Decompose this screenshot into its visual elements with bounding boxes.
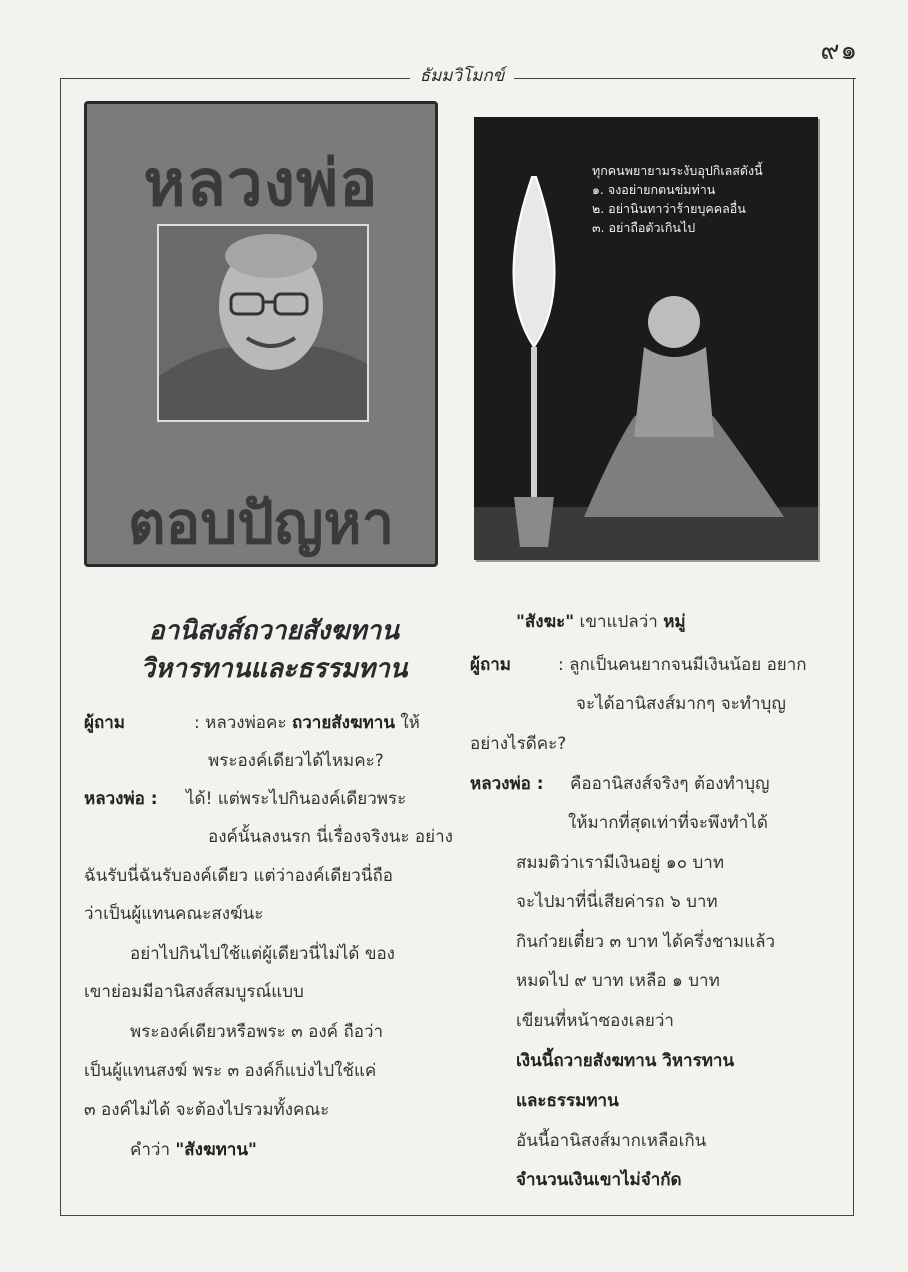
cover-title-bottom: ตอบปัญหา bbox=[127, 489, 395, 557]
answer-line: เขียนที่หน้าซองเลยว่า bbox=[516, 1011, 674, 1031]
paragraph-text: เขาแปลว่า bbox=[574, 612, 664, 632]
paragraph-line: ๓ องค์ไม่ได้ จะต้องไปรวมทั้งคณะ bbox=[84, 1100, 330, 1120]
answerer-label: หลวงพ่อ : bbox=[470, 774, 544, 794]
paragraph-line bbox=[130, 1136, 257, 1163]
answer-emphasis-line: จำนวนเงินเขาไม่จำกัด bbox=[516, 1170, 682, 1190]
question-emphasis: ถวายสังฆทาน bbox=[291, 713, 395, 733]
question-line: พระองค์เดียวได้ไหมคะ? bbox=[208, 751, 384, 771]
caption-line: ๓. อย่าถือตัวเกินไป bbox=[592, 220, 696, 235]
question-line bbox=[194, 709, 420, 736]
question-text: ให้ bbox=[394, 713, 420, 733]
photo-caption bbox=[592, 161, 763, 237]
answerer-label: หลวงพ่อ : bbox=[84, 789, 158, 809]
question-line: จะได้อานิสงส์มากๆ จะทำบุญ bbox=[576, 694, 786, 714]
meditating-monk-photo bbox=[474, 117, 818, 560]
monk-portrait-photo bbox=[157, 224, 369, 422]
cover-title-top: หลวงพ่อ bbox=[143, 147, 379, 221]
caption-line: ทุกคนพยายามระงับอุปกิเลสดังนี้ bbox=[592, 163, 763, 178]
paragraph-line: อย่าไปกินไปใช้แต่ผู้เดียวนี่ไม่ได้ ของ bbox=[130, 944, 395, 964]
paragraph-emphasis: "สังฆทาน" bbox=[175, 1140, 257, 1160]
paragraph-emphasis: หมู่ bbox=[663, 612, 686, 632]
running-header-text: ธัมมวิโมกข์ bbox=[410, 66, 515, 86]
paragraph-line: พระองค์เดียวหรือพระ ๓ องค์ ถือว่า bbox=[130, 1022, 384, 1042]
answer-line: สมมติว่าเรามีเงินอยู่ ๑๐ บาท bbox=[516, 853, 725, 873]
question-text: : หลวงพ่อคะ bbox=[194, 713, 292, 733]
questioner-label: ผู้ถาม bbox=[84, 713, 126, 733]
questioner-label: ผู้ถาม bbox=[470, 655, 512, 675]
answer-line: จะไปมาที่นี่เสียค่ารถ ๖ บาท bbox=[516, 892, 718, 912]
book-cover bbox=[84, 101, 438, 567]
answer-line: ได้! แต่พระไปกินองค์เดียวพระ bbox=[186, 789, 407, 809]
answer-line: หมดไป ๙ บาท เหลือ ๑ บาท bbox=[516, 971, 720, 991]
caption-line: ๑. จงอย่ายกตนข่มท่าน bbox=[592, 182, 716, 197]
question-line: : ลูกเป็นคนยากจนมีเงินน้อย อยาก bbox=[558, 655, 807, 675]
paragraph-line: เขาย่อมมีอานิสงส์สมบูรณ์แบบ bbox=[84, 982, 304, 1002]
answer-emphasis-line: และธรรมทาน bbox=[516, 1091, 619, 1111]
paragraph-line bbox=[516, 608, 686, 635]
caption-line: ๒. อย่านินทาว่าร้ายบุคคลอื่น bbox=[592, 201, 746, 216]
article-title-line2: วิหารทานและธรรมทาน bbox=[140, 654, 408, 684]
answer-line: ว่าเป็นผู้แทนคณะสงฆ์นะ bbox=[84, 904, 264, 924]
answer-line: อันนี้อานิสงส์มากเหลือเกิน bbox=[516, 1131, 707, 1151]
page-number: ๙๑ bbox=[820, 36, 858, 66]
answer-line: ให้มากที่สุดเท่าที่จะพึงทำได้ bbox=[568, 813, 768, 833]
article-title-line1: อานิสงส์ถวายสังฆทาน bbox=[149, 616, 399, 646]
answer-line: กินก๋วยเตี๋ยว ๓ บาท ได้ครึ่งชามแล้ว bbox=[516, 932, 776, 952]
paragraph-text: คำว่า bbox=[130, 1140, 176, 1160]
answer-line: องค์นั้นลงนรก นี่เรื่องจริงนะ อย่าง bbox=[208, 827, 453, 847]
paragraph-line: เป็นผู้แทนสงฆ์ พระ ๓ องค์ก็แบ่งไปใช้แค่ bbox=[84, 1061, 377, 1081]
answer-line: คืออานิสงส์จริงๆ ต้องทำบุญ bbox=[570, 774, 770, 794]
question-line: อย่างไรดีคะ? bbox=[470, 734, 567, 754]
answer-line: ฉันรับนี่ฉันรับองค์เดียว แต่ว่าองค์เดียวนี่ถือ bbox=[84, 866, 393, 886]
paragraph-emphasis: "สังฆะ" bbox=[516, 612, 575, 632]
answer-emphasis-line: เงินนี้ถวายสังฆทาน วิหารทาน bbox=[516, 1051, 735, 1071]
